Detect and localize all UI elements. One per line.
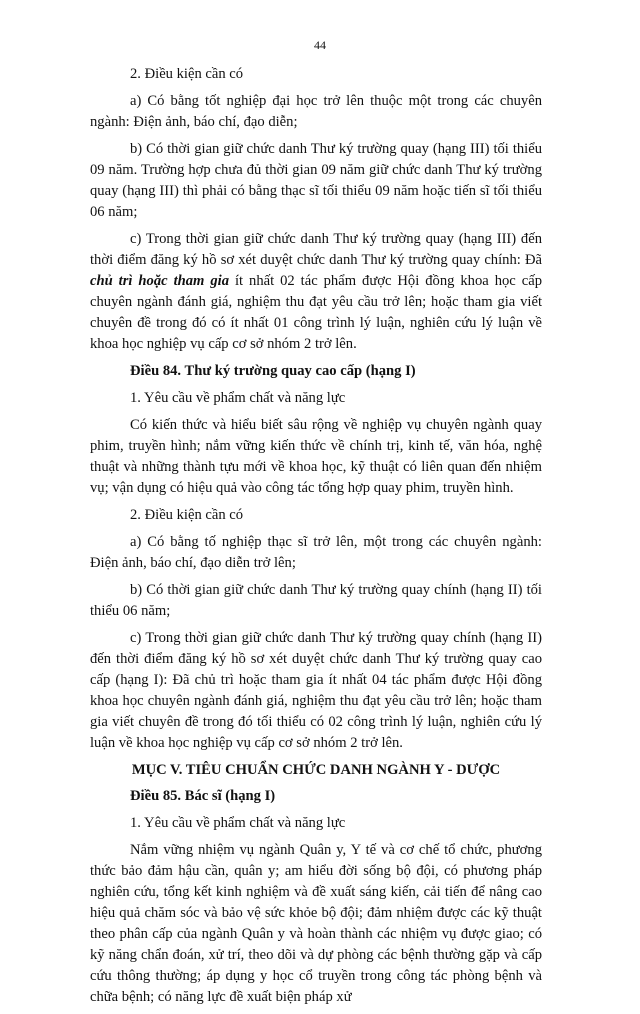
- paragraph: Có kiến thức và hiểu biết sâu rộng về nghiệp vụ chuyên ngành quay phim, truyền hình; nắm vững kiến thức về chính trị, kinh tế, văn hóa, nghệ thuật và những thành tựu mới về khoa học, kỹ thuật có liên quan đến nhiệm vụ; vận dụng có hiệu quả vào công tác tổng hợp quay phim, truyền hình.: [90, 417, 542, 496]
- paragraph: 2. Điều kiện cần có: [130, 66, 244, 82]
- paragraph: b) Có thời gian giữ chức danh Thư ký trường quay (hạng III) tối thiểu 09 năm. Trường hợp chưa đủ thời gian 09 năm giữ chức danh Thư ký trường quay (hạng III) thì phải có bằng thạc sĩ tối thiểu 09 năm hoặc tiến sĩ tối thiểu 06 năm;: [90, 141, 542, 220]
- paragraph: 2. Điều kiện cần có: [130, 507, 244, 523]
- document-body: [90, 64, 542, 1014]
- emphasized-text: chủ trì hoặc tham gia: [90, 273, 229, 289]
- section-heading: MỤC V. TIÊU CHUẨN CHỨC DANH NGÀNH Y - DƯỢC: [131, 762, 501, 778]
- page-number: 44: [314, 38, 326, 52]
- text-run: c) Trong thời gian giữ chức danh Thư ký trường quay (hạng III) đến thời điểm đăng ký hồ sơ xét duyệt chức danh Thư ký trường quay chính: Đã: [90, 231, 542, 268]
- paragraph: c) Trong thời gian giữ chức danh Thư ký trường quay chính (hạng II) đến thời điểm đăng ký hồ sơ xét duyệt chức danh Thư ký trường quay cao cấp (hạng I): Đã chủ trì hoặc tham gia ít nhất 04 tác phẩm được Hội đồng khoa học chuyên ngành đánh giá, nghiệm thu đạt yêu cầu trở lên; hoặc tham gia viết chuyên đề trong đó tối thiểu có 02 công trình lý luận, nghiên cứu lý luận về khoa học nghiệp vụ cấp cơ sở nhóm 2 trở lên.: [90, 630, 542, 751]
- paragraph: Nắm vững nhiệm vụ ngành Quân y, Y tế và cơ chế tổ chức, phương thức bảo đảm hậu cần, quân y; am hiểu đời sống bộ đội, có phương pháp nghiên cứu, tổng kết kinh nghiệm và đề xuất sáng kiến, cải tiến để nâng cao hiệu quả chăm sóc và bảo vệ sức khỏe bộ đội; đảm nhiệm được các kỹ thuật theo phân cấp của ngành Quân y và hoàn thành các nhiệm vụ được giao; có kỹ năng chẩn đoán, xử trí, theo dõi và dự phòng các bệnh thường gặp và cấp cứu thông thường; áp dụng y học cổ truyền trong công tác phòng bệnh và chữa bệnh; có năng lực đề xuất biện pháp xử: [90, 842, 542, 1005]
- paragraph: [90, 229, 542, 355]
- paragraph: a) Có bằng tố nghiệp thạc sĩ trở lên, một trong các chuyên ngành: Điện ảnh, báo chí, đạo diễn trở lên;: [90, 534, 542, 571]
- paragraph: 1. Yêu cầu về phẩm chất và năng lực: [130, 815, 346, 831]
- text-run: ít nhất 02 tác phẩm được Hội đồng khoa học cấp chuyên ngành đánh giá, nghiệm thu đạt yêu cầu trở lên; hoặc tham gia viết chuyên đề trong đó có ít nhất 01 công trình lý luận, nghiên cứu lý luận về khoa học nghiệp vụ cấp cơ sở nhóm 2 trở lên.: [90, 273, 542, 352]
- paragraph: a) Có bằng tốt nghiệp đại học trở lên thuộc một trong các chuyên ngành: Điện ảnh, báo chí, đạo diễn;: [90, 93, 542, 130]
- paragraph: 1. Yêu cầu về phẩm chất và năng lực: [130, 390, 346, 406]
- paragraph: b) Có thời gian giữ chức danh Thư ký trường quay chính (hạng II) tối thiểu 06 năm;: [90, 582, 542, 619]
- article-heading: Điều 85. Bác sĩ (hạng I): [130, 788, 276, 804]
- article-heading: Điều 84. Thư ký trường quay cao cấp (hạng I): [130, 363, 416, 379]
